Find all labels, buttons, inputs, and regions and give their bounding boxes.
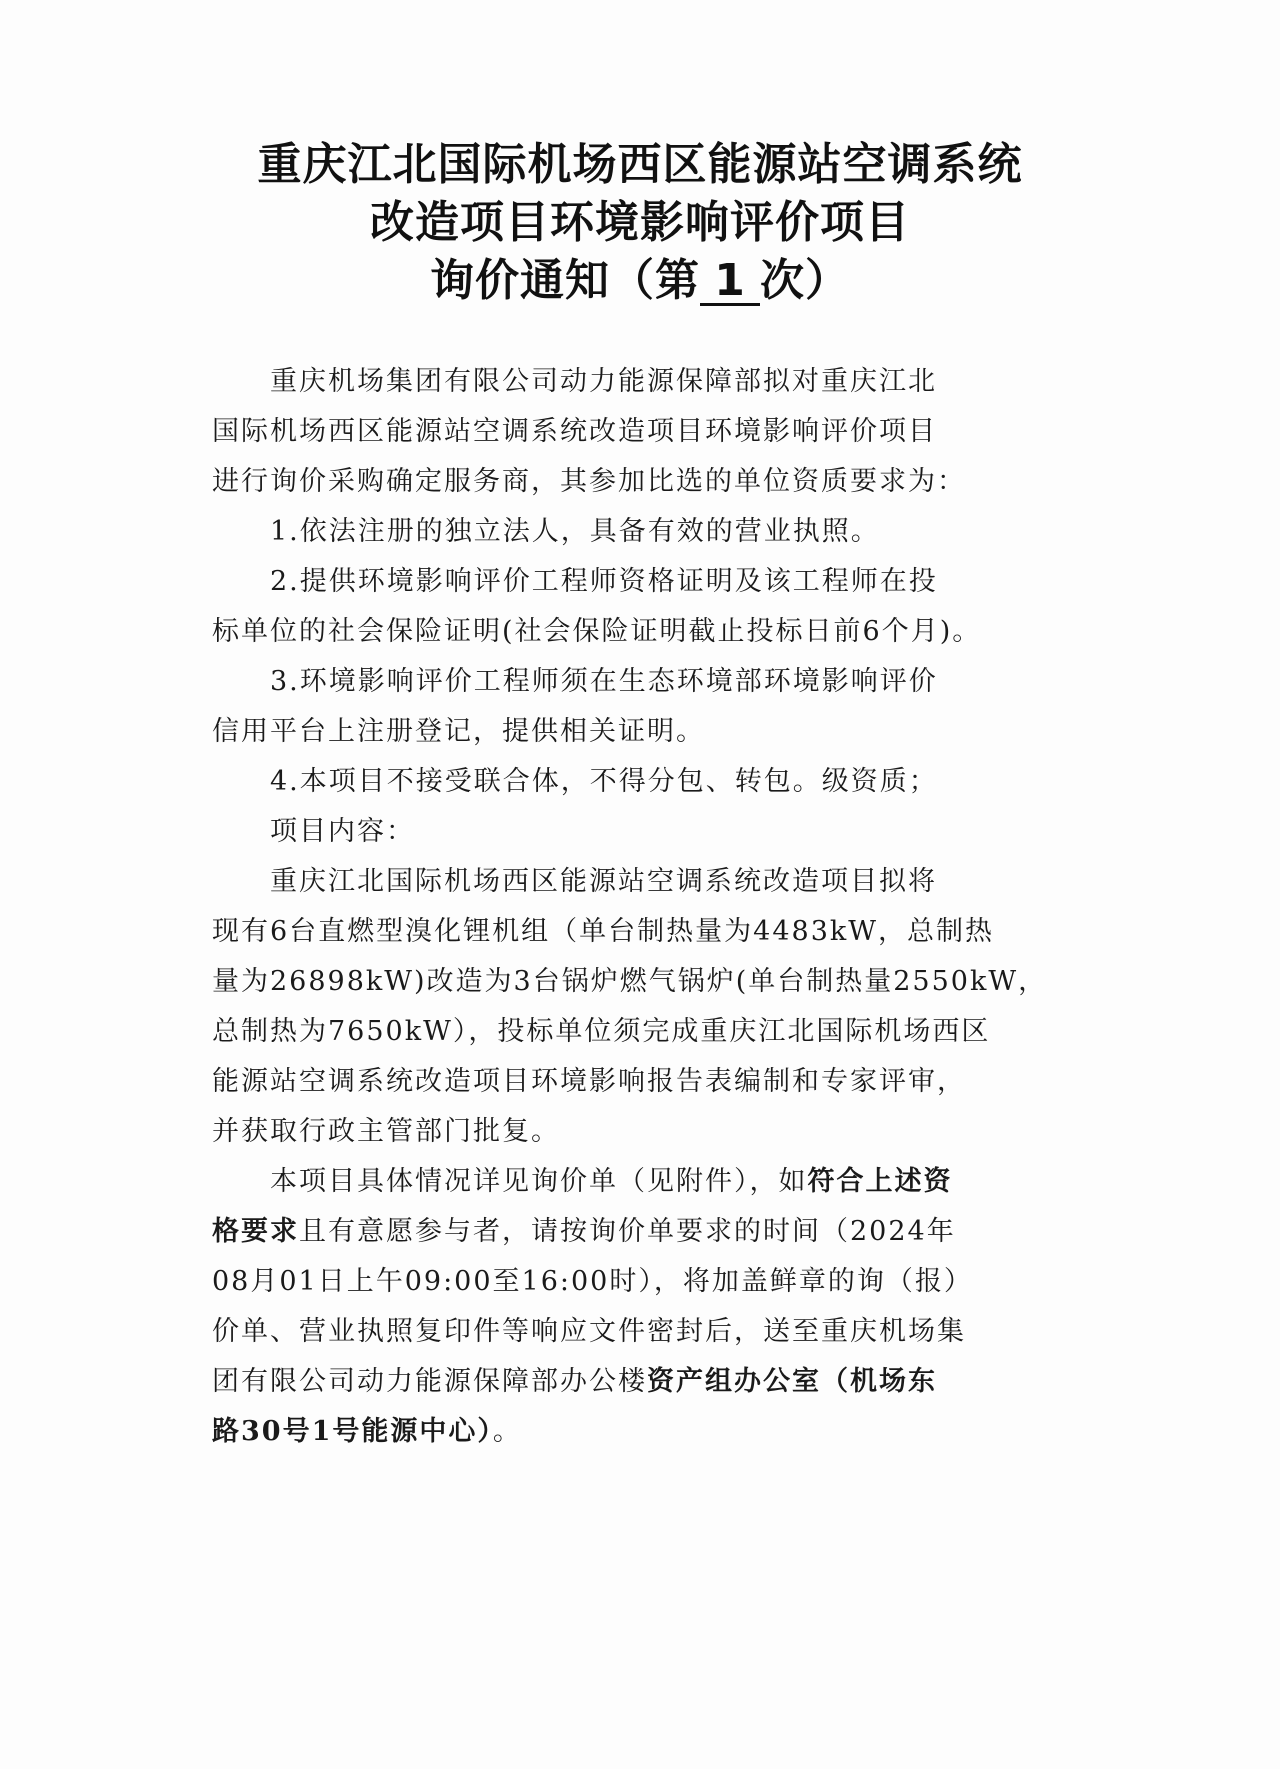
requirement-1: 1.依法注册的独立法人，具备有效的营业执照。 <box>270 516 880 547</box>
project-content-line: 并获取行政主管部门批复。 <box>212 1116 560 1147</box>
title-suffix: 次） <box>760 255 850 306</box>
submission-line: 08月01日上午09:00至16:00时），将加盖鲜章的询（报） <box>212 1266 973 1297</box>
inquiry-round-number: 1 <box>700 259 760 306</box>
project-content-line: 现有6台直燃型溴化锂机组（单台制热量为4483kW，总制热 <box>212 916 995 947</box>
body-line: 重庆机场集团有限公司动力能源保障部拟对重庆江北 <box>270 366 937 397</box>
submission-bold: 符合上述资 <box>807 1166 953 1197</box>
submission-line: 价单、营业执照复印件等响应文件密封后，送至重庆机场集 <box>212 1316 966 1347</box>
submission-line <box>212 1157 1092 1207</box>
project-content-line: 重庆江北国际机场西区能源站空调系统改造项目拟将 <box>270 866 937 897</box>
project-content-heading: 项目内容： <box>270 816 415 847</box>
title-prefix: 询价通知（第 <box>430 255 700 306</box>
body-line: 国际机场西区能源站空调系统改造项目环境影响评价项目 <box>212 416 937 447</box>
title-line-3 <box>0 252 1280 310</box>
requirement-3: 3.环境影响评价工程师须在生态环境部环境影响评价 <box>270 666 938 697</box>
submission-line <box>212 1407 1092 1457</box>
submission-bold: 格要求 <box>212 1216 299 1247</box>
submission-text: 。 <box>492 1416 522 1447</box>
submission-text: 且有意愿参与者，请按询价单要求的时间（2024年 <box>299 1216 956 1247</box>
document-body <box>212 357 1092 1457</box>
body-line: 进行询价采购确定服务商，其参加比选的单位资质要求为： <box>212 466 966 497</box>
project-content-line: 量为26898kW)改造为3台锅炉燃气锅炉(单台制热量2550kW， <box>212 966 1048 997</box>
submission-text: 本项目具体情况详见询价单（见附件），如 <box>270 1166 808 1197</box>
title-line-2: 改造项目环境影响评价项目 <box>370 197 910 248</box>
submission-line <box>212 1207 1092 1257</box>
submission-line <box>212 1357 1092 1407</box>
requirement-3-cont: 信用平台上注册登记，提供相关证明。 <box>212 716 705 747</box>
submission-bold: 资产组办公室（机场东 <box>647 1366 937 1397</box>
submission-bold: 路30号1号能源中心） <box>212 1416 493 1447</box>
project-content-line: 总制热为7650kW），投标单位须完成重庆江北国际机场西区 <box>212 1016 991 1047</box>
requirement-2: 2.提供环境影响评价工程师资格证明及该工程师在投 <box>270 566 938 597</box>
project-content-line: 能源站空调系统改造项目环境影响报告表编制和专家评审， <box>212 1066 966 1097</box>
document-title <box>0 136 1280 310</box>
requirement-4: 4.本项目不接受联合体，不得分包、转包。级资质； <box>270 766 938 797</box>
submission-text: 团有限公司动力能源保障部办公楼 <box>212 1366 647 1397</box>
title-line-1: 重庆江北国际机场西区能源站空调系统 <box>257 139 1023 190</box>
requirement-2-cont: 标单位的社会保险证明(社会保险证明截止投标日前6个月)。 <box>212 616 982 647</box>
